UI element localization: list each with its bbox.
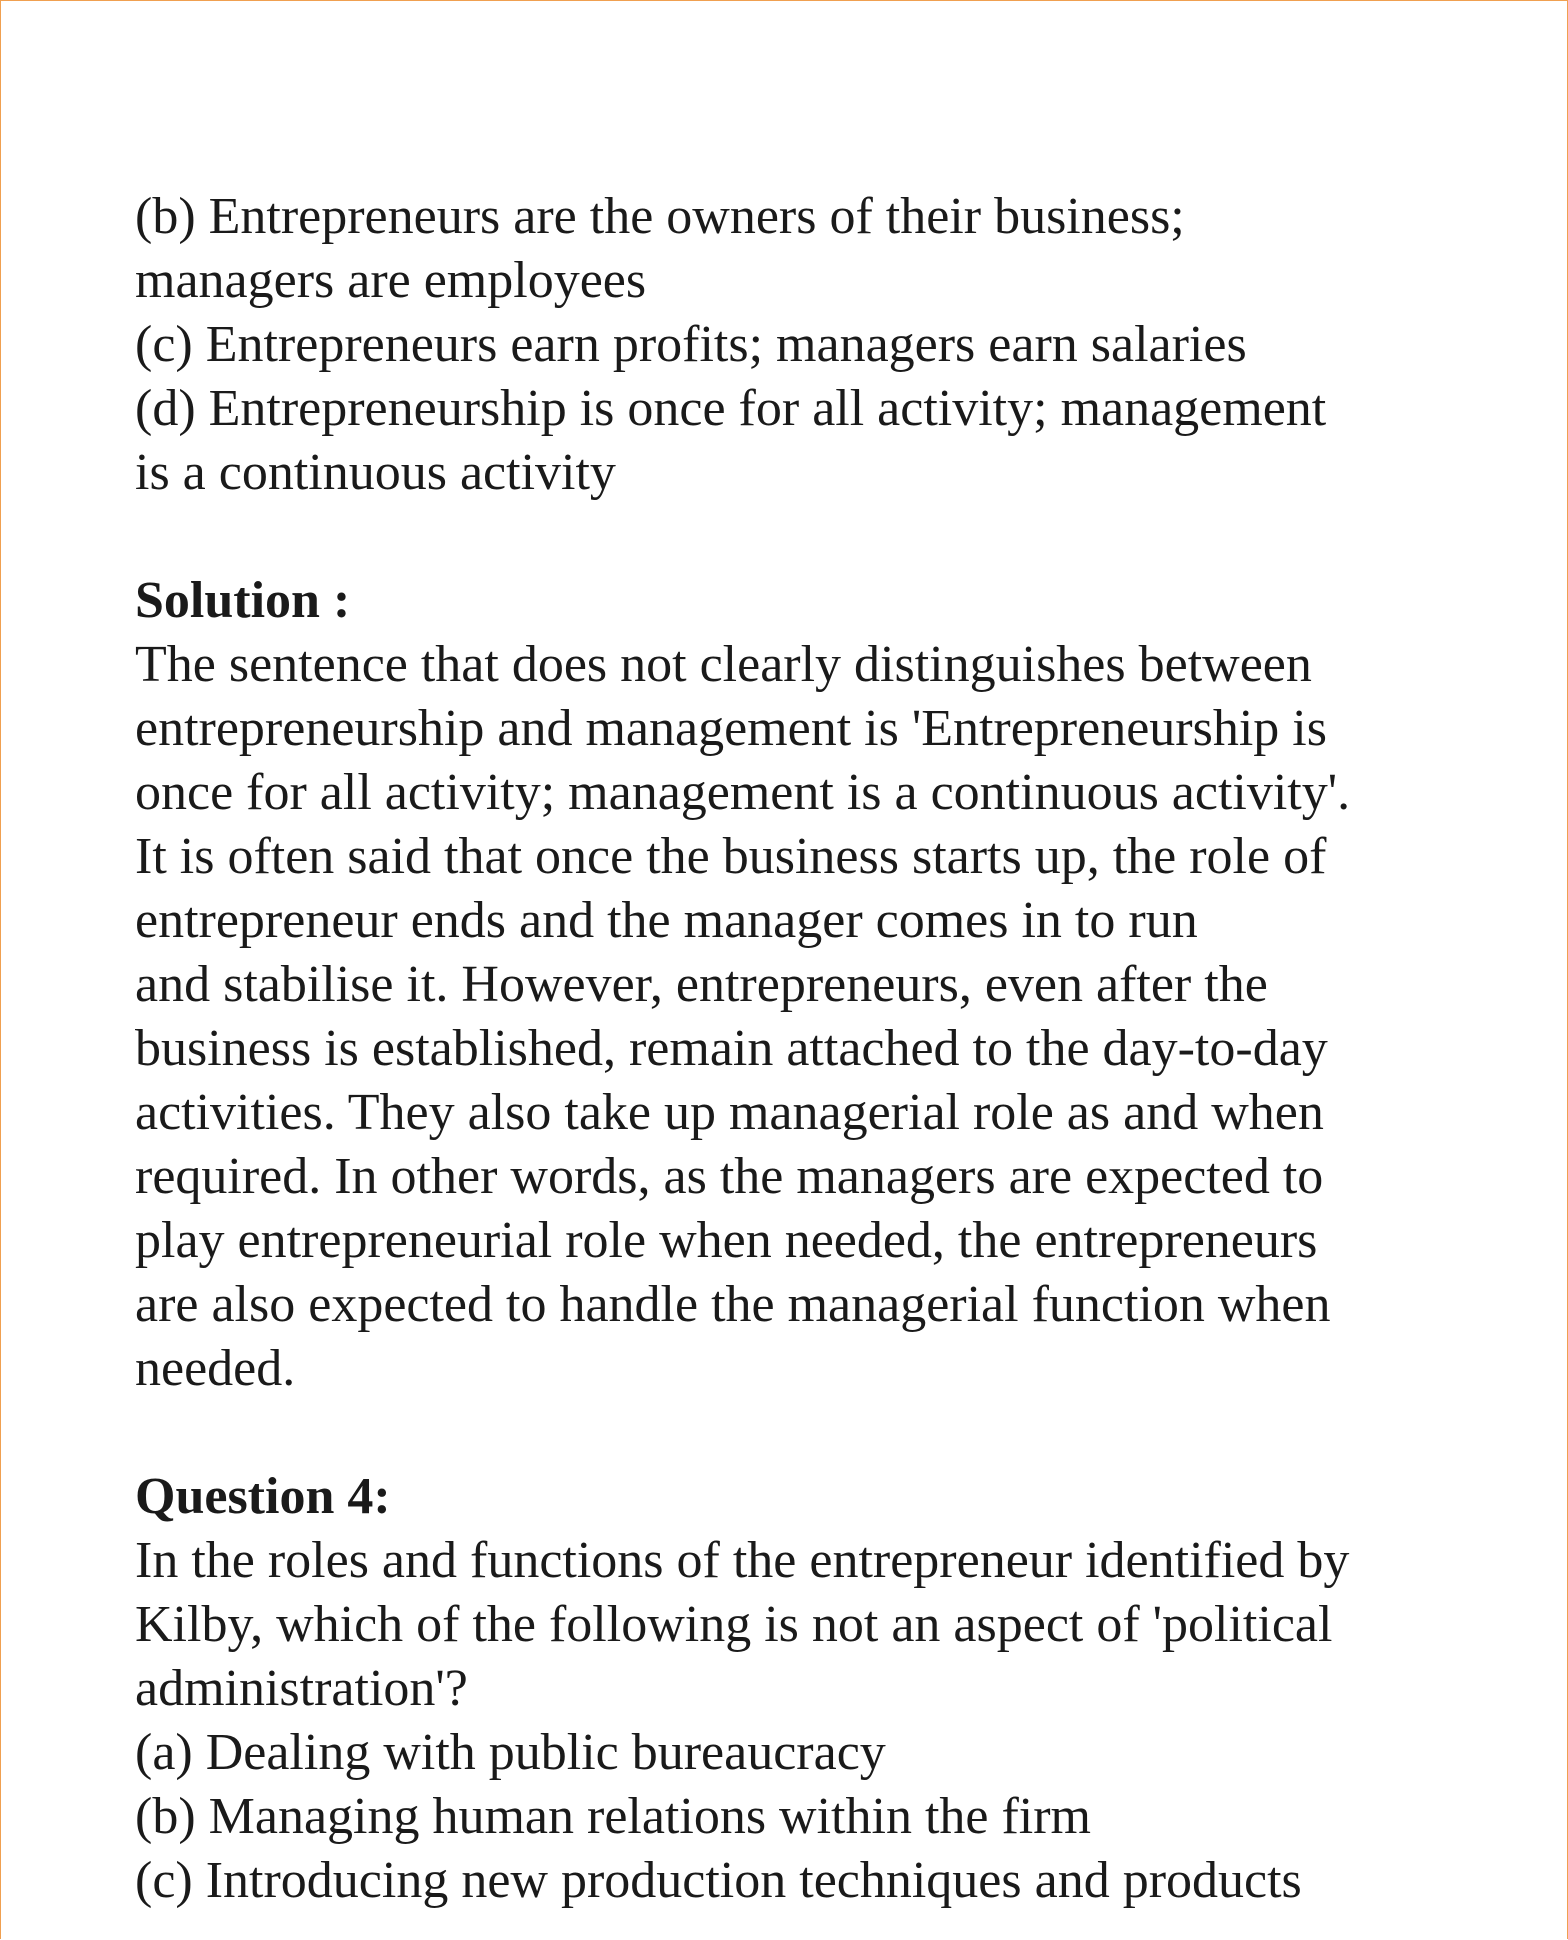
solution-line: required. In other words, as the managers are expected to [135,1148,1324,1205]
option-b-line-2: managers are employees [135,252,647,309]
solution-heading: Solution : [135,572,351,629]
option-d-line-1: (d) Entrepreneurship is once for all activity; management [135,380,1327,437]
spacer [135,505,1535,569]
option-c: (c) Entrepreneurs earn profits; managers earn salaries [135,316,1247,373]
solution-line: business is established, remain attached to the day-to-day [135,1020,1328,1077]
spacer [135,1401,1535,1465]
question-text-line: administration'? [135,1660,468,1717]
option-d-line-2: is a continuous activity [135,444,616,501]
page-content [135,185,1535,1913]
solution-line: It is often said that once the business starts up, the role of [135,828,1327,885]
solution-line: needed. [135,1340,296,1397]
solution-line: once for all activity; management is a continuous activity'. [135,764,1351,821]
solution-line: play entrepreneurial role when needed, the entrepreneurs [135,1212,1318,1269]
question-option-c: (c) Introducing new production techniques and products [135,1852,1302,1909]
question-text-line: In the roles and functions of the entrepreneur identified by [135,1532,1350,1589]
solution-line: are also expected to handle the managerial function when [135,1276,1331,1333]
solution-line: and stabilise it. However, entrepreneurs, even after the [135,956,1268,1013]
solution-line: activities. They also take up managerial role as and when [135,1084,1324,1141]
option-b-line-1: (b) Entrepreneurs are the owners of their business; [135,188,1185,245]
question-text-line: Kilby, which of the following is not an aspect of 'political [135,1596,1333,1653]
question-heading: Question 4: [135,1468,391,1525]
solution-line: entrepreneur ends and the manager comes in to run [135,892,1198,949]
solution-line: The sentence that does not clearly distinguishes between [135,636,1312,693]
solution-line: entrepreneurship and management is 'Entrepreneurship is [135,700,1327,757]
question-option-b: (b) Managing human relations within the firm [135,1788,1092,1845]
question-option-a: (a) Dealing with public bureaucracy [135,1724,886,1781]
